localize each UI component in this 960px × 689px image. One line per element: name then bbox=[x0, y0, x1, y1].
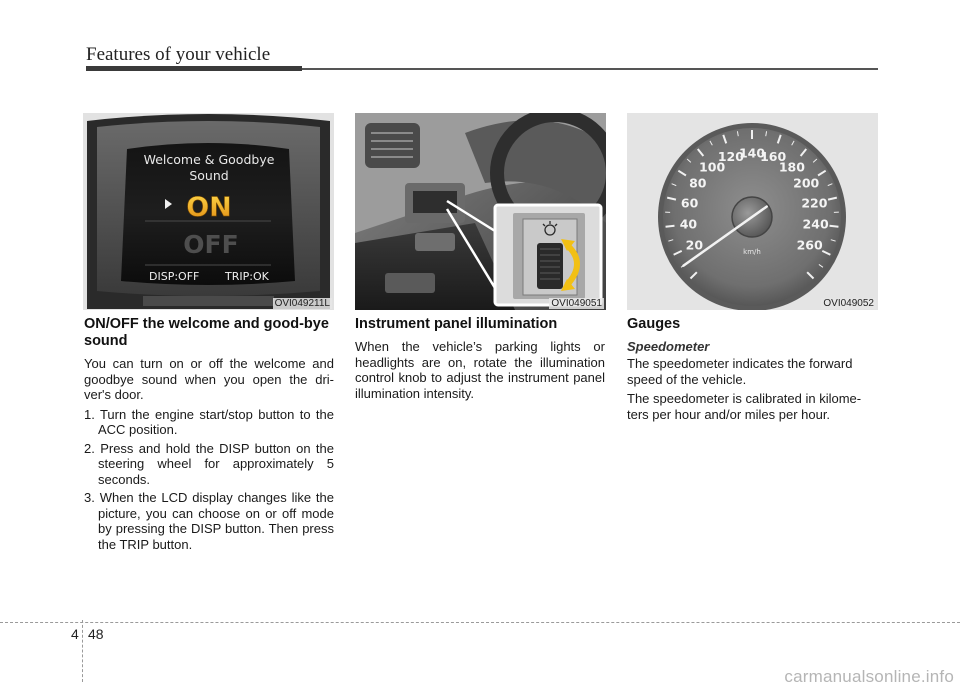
section-title: Gauges bbox=[627, 316, 681, 332]
list-item: 1. Turn the engine start/stop button to the ACC position. bbox=[84, 406, 334, 437]
gauge-tick-label: 60 bbox=[680, 195, 699, 211]
section-title: ON/OFF the welcome and good-bye sound bbox=[84, 316, 329, 349]
header-rule-thin bbox=[302, 68, 878, 70]
gauge-tick bbox=[830, 226, 839, 227]
figure-welcome-display bbox=[83, 113, 334, 310]
speed-unit-label: km/h bbox=[743, 248, 761, 256]
section-subtitle: Speedometer bbox=[627, 339, 710, 354]
gauge-tick-label: 160 bbox=[760, 149, 787, 165]
footer-divider bbox=[82, 620, 83, 682]
page-header-title: Features of your vehicle bbox=[86, 44, 271, 65]
column-welcome-sound bbox=[84, 316, 334, 555]
list-item: 2. Press and hold the DISP button on the steering wheel for approximately 5 seconds. bbox=[84, 440, 334, 487]
list-item: 3. When the LCD display changes like the picture, you can choose on or off mode by pressing the DISP button. Then press the TRIP button. bbox=[84, 490, 334, 552]
figure-speedometer bbox=[627, 113, 878, 310]
section-body: The speedometer indicates the forward speed of the vehicle. bbox=[627, 356, 853, 387]
gauge-tick bbox=[666, 226, 675, 227]
header-rule-thick bbox=[86, 66, 302, 71]
section-body: The speedometer is calibrated in kilome-ters per hour and/or miles per hour. bbox=[627, 391, 862, 422]
display-hint-trip: TRIP:OK bbox=[225, 270, 269, 283]
section-body: When the vehicle’s parking lights or headlights are on, rotate the illumination control knob to adjust the instrument panel illumination intensity. bbox=[355, 339, 605, 401]
gauge-tick-label: 260 bbox=[796, 237, 823, 253]
figure-code: OVI049211L bbox=[274, 298, 330, 309]
gauge-tick-label: 40 bbox=[679, 216, 698, 232]
lcd-display-illustration bbox=[83, 113, 334, 310]
gauge-tick-label: 200 bbox=[793, 175, 820, 191]
figure-code: OVI049052 bbox=[823, 298, 874, 309]
gauge-tick-label: 220 bbox=[801, 195, 828, 211]
section-title: Instrument panel illumination bbox=[355, 316, 558, 332]
display-title-line2: Sound bbox=[189, 168, 229, 183]
dashboard-illustration bbox=[355, 113, 606, 310]
display-option-off: OFF bbox=[183, 230, 239, 259]
page-number: 48 bbox=[88, 626, 104, 642]
gauge-tick-label: 180 bbox=[778, 159, 805, 175]
figure-illumination-knob bbox=[355, 113, 606, 310]
chapter-number: 4 bbox=[71, 626, 79, 642]
display-hint-disp: DISP:OFF bbox=[149, 270, 200, 283]
display-title-line1: Welcome & Goodbye bbox=[143, 152, 275, 167]
column-illumination bbox=[355, 316, 605, 405]
watermark: carmanualsonline.info bbox=[784, 667, 954, 686]
gauge-tick-label: 240 bbox=[802, 216, 829, 232]
figure-code: OVI049051 bbox=[551, 298, 602, 309]
column-gauges bbox=[627, 316, 877, 426]
illumination-control-knob bbox=[537, 243, 563, 289]
gauge-tick-label: 80 bbox=[689, 175, 707, 191]
footer-rule bbox=[0, 622, 960, 623]
gauge-tick-label: 20 bbox=[685, 237, 704, 253]
step-list bbox=[84, 407, 334, 553]
gauge-tick-label: 100 bbox=[699, 159, 726, 175]
gauge-tick-label: 140 bbox=[738, 145, 766, 161]
speedometer-gauge bbox=[627, 113, 878, 310]
display-option-on: ON bbox=[186, 192, 232, 223]
gauge-tick-label: 120 bbox=[717, 149, 744, 165]
section-intro: You can turn on or off the welcome and goodbye sound when you open the dri-ver's door. bbox=[84, 356, 334, 402]
